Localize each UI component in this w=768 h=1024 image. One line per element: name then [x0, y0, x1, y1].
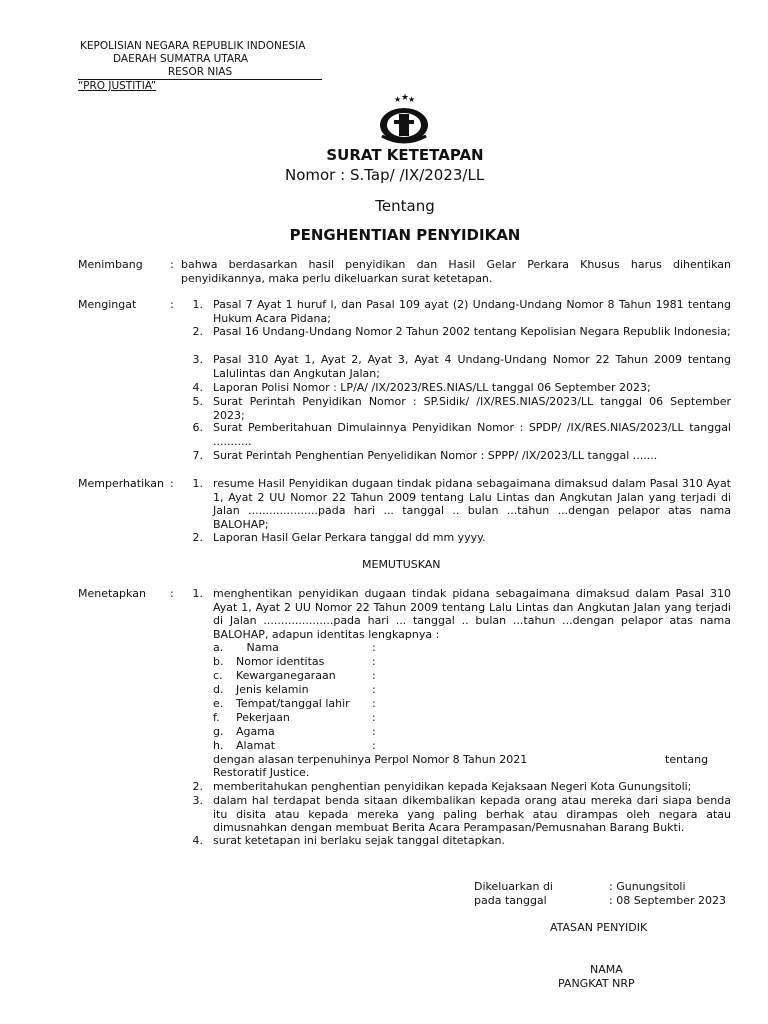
pro-justitia: “PRO JUSTITIA”	[78, 80, 157, 92]
identity-colon-d: :	[372, 683, 376, 696]
identity-label-kewarganegaraan: Kewarganegaraan	[236, 669, 336, 682]
memutuskan-heading: MEMUTUSKAN	[362, 558, 441, 571]
header-line-3	[78, 66, 322, 80]
document-title: SURAT KETETAPAN	[326, 146, 484, 164]
menetapkan-num-4: 4.	[192, 834, 203, 847]
mengingat-item-4: Laporan Polisi Nomor : LP/A/ /IX/2023/RES.NIAS/LL tanggal 06 September 2023;	[213, 381, 651, 394]
identity-letter-b: b.	[213, 655, 224, 668]
menimbang-colon: :	[170, 258, 174, 271]
tentang-label: Tentang	[375, 197, 435, 215]
identity-label-alamat: Alamat	[236, 739, 276, 752]
mengingat-num-3: 3.	[192, 353, 203, 366]
menimbang-label: Menimbang	[78, 258, 143, 271]
menetapkan-num-3: 3.	[192, 794, 203, 807]
reason-text: dengan alasan terpenuhinya Perpol Nomor 8 Tahun 2021	[213, 753, 528, 766]
identity-label-ttl: Tempat/tanggal lahir	[236, 697, 350, 710]
menetapkan-num-2: 2.	[192, 780, 203, 793]
menetapkan-item-4: surat ketetapan ini berlaku sejak tanggal ditetapkan.	[213, 834, 505, 847]
memperhatikan-item-2: Laporan Hasil Gelar Perkara tanggal dd mm yyyy.	[213, 531, 486, 544]
identity-letter-a: a.	[213, 641, 224, 654]
signatory-role: ATASAN PENYIDIK	[550, 921, 648, 934]
memperhatikan-num-2: 2.	[192, 531, 203, 544]
identity-letter-d: d.	[213, 683, 224, 696]
menetapkan-item-1: menghentikan penyidikan dugaan tindak pidana sebagaimana dimaksud dalam Pasal 310 Ayat 1, Ayat 2 UU Nomor 22 Tahun 2009 tentang Lalu Lintas dan Angkutan Jalan yang terjadi di Jalan ....................pada hari ... tanggal .. bulan ...tahun ...dengan pelapor atas nama BALOHAP, adapun identitas lengkapnya :	[213, 587, 731, 641]
issued-place-label: Dikeluarkan di	[474, 880, 553, 893]
document-subject: PENGHENTIAN PENYIDIKAN	[289, 226, 521, 244]
issued-date-label: pada tanggal	[474, 894, 547, 907]
identity-letter-e: e.	[213, 697, 224, 710]
police-emblem-icon	[372, 92, 436, 146]
identity-label-agama: Agama	[236, 725, 275, 738]
signatory-name: NAMA	[590, 963, 623, 976]
identity-colon-b: :	[372, 655, 376, 668]
identity-letter-f: f.	[213, 711, 220, 724]
identity-letter-g: g.	[213, 725, 224, 738]
mengingat-num-7: 7.	[192, 449, 203, 462]
reason-tentang: tentang	[665, 753, 709, 766]
header-line-3-text: RESOR NIAS	[167, 66, 233, 78]
identity-colon-a: :	[372, 641, 376, 654]
mengingat-item-5: Surat Perintah Penyidikan Nomor : SP.Sidik/ /IX/RES.NIAS/2023/LL tanggal 06 September 2023;	[213, 395, 731, 422]
identity-label-nama: Nama	[236, 641, 279, 654]
header-line-2: DAERAH SUMATRA UTARA	[113, 53, 249, 65]
mengingat-num-2: 2.	[192, 325, 203, 338]
memperhatikan-item-1: resume Hasil Penyidikan dugaan tindak pidana sebagaimana dimaksud dalam Pasal 310 Ayat 1, Ayat 2 UU Nomor 22 Tahun 2009 tentang Lalu Lintas dan Angkutan Jalan yang terjadi di Jalan ....................pada hari ... tanggal .. bulan ...tahun ...dengan pelapor atas nama BALOHAP;	[213, 477, 731, 531]
issued-date-value: : 08 September 2023	[609, 894, 726, 907]
menimbang-text: bahwa berdasarkan hasil penyidikan dan Hasil Gelar Perkara Khusus harus dihentikan penyidikannya, maka perlu dikeluarkan surat ketetapan.	[181, 258, 731, 285]
mengingat-colon: :	[170, 298, 174, 311]
menetapkan-label: Menetapkan	[78, 587, 146, 600]
identity-letter-c: c.	[213, 669, 223, 682]
signatory-rank: PANGKAT NRP	[558, 977, 635, 990]
mengingat-num-4: 4.	[192, 381, 203, 394]
mengingat-num-5: 5.	[192, 395, 203, 408]
identity-colon-h: :	[372, 739, 376, 752]
identity-label-pekerjaan: Pekerjaan	[236, 711, 290, 724]
mengingat-num-6: 6.	[192, 421, 203, 434]
identity-letter-h: h.	[213, 739, 224, 752]
svg-text:★: ★	[394, 95, 402, 104]
mengingat-item-2: Pasal 16 Undang-Undang Nomor 2 Tahun 2002 tentang Kepolisian Negara Republik Indonesia;	[213, 325, 731, 338]
menetapkan-item-2: memberitahukan penghentian penyidikan kepada Kejaksaan Negeri Kota Gunungsitoli;	[213, 780, 692, 793]
identity-colon-g: :	[372, 725, 376, 738]
identity-label-nomor: Nomor identitas	[236, 655, 325, 668]
svg-text:★: ★	[401, 93, 410, 103]
mengingat-num-1: 1.	[192, 298, 203, 311]
memperhatikan-colon: :	[170, 477, 174, 490]
svg-text:★: ★	[408, 95, 416, 104]
identity-colon-f: :	[372, 711, 376, 724]
document-number: Nomor : S.Tap/ /IX/2023/LL	[285, 166, 485, 184]
mengingat-item-7: Surat Perintah Penghentian Penyelidikan Nomor : SPPP/ /IX/2023/LL tanggal .......	[213, 449, 658, 462]
mengingat-label: Mengingat	[78, 298, 137, 311]
menetapkan-item-3: dalam hal terdapat benda sitaan dikembalikan kepada orang atau mereka dari siapa benda itu disita atau kepada mereka yang paling berhak atau dirampas oleh negara atau dimusnahkan dengan membuat Berita Acara Perampasan/Pemusnahan Barang Bukti.	[213, 794, 731, 835]
memperhatikan-label: Memperhatikan	[78, 477, 165, 490]
identity-label-jenis-kelamin: Jenis kelamin	[236, 683, 309, 696]
header-line-1: KEPOLISIAN NEGARA REPUBLIK INDONESIA	[80, 40, 306, 52]
identity-colon-c: :	[372, 669, 376, 682]
issued-place-value: : Gunungsitoli	[609, 880, 686, 893]
mengingat-item-3: Pasal 310 Ayat 1, Ayat 2, Ayat 3, Ayat 4 Undang-Undang Nomor 22 Tahun 2009 tentang Lalulintas dan Angkutan Jalan;	[213, 353, 731, 380]
identity-colon-e: :	[372, 697, 376, 710]
memperhatikan-num-1: 1.	[192, 477, 203, 490]
reason-restorative: Restoratif Justice.	[213, 766, 310, 779]
mengingat-item-1: Pasal 7 Ayat 1 huruf l, dan Pasal 109 ayat (2) Undang-Undang Nomor 8 Tahun 1981 tentang Hukum Acara Pidana;	[213, 298, 731, 325]
menetapkan-colon: :	[170, 587, 174, 600]
mengingat-item-6: Surat Pemberitahuan Dimulainnya Penyidikan Nomor : SPDP/ /IX/RES.NIAS/2023/LL tanggal ...........	[213, 421, 731, 448]
menetapkan-num-1: 1.	[192, 587, 203, 600]
